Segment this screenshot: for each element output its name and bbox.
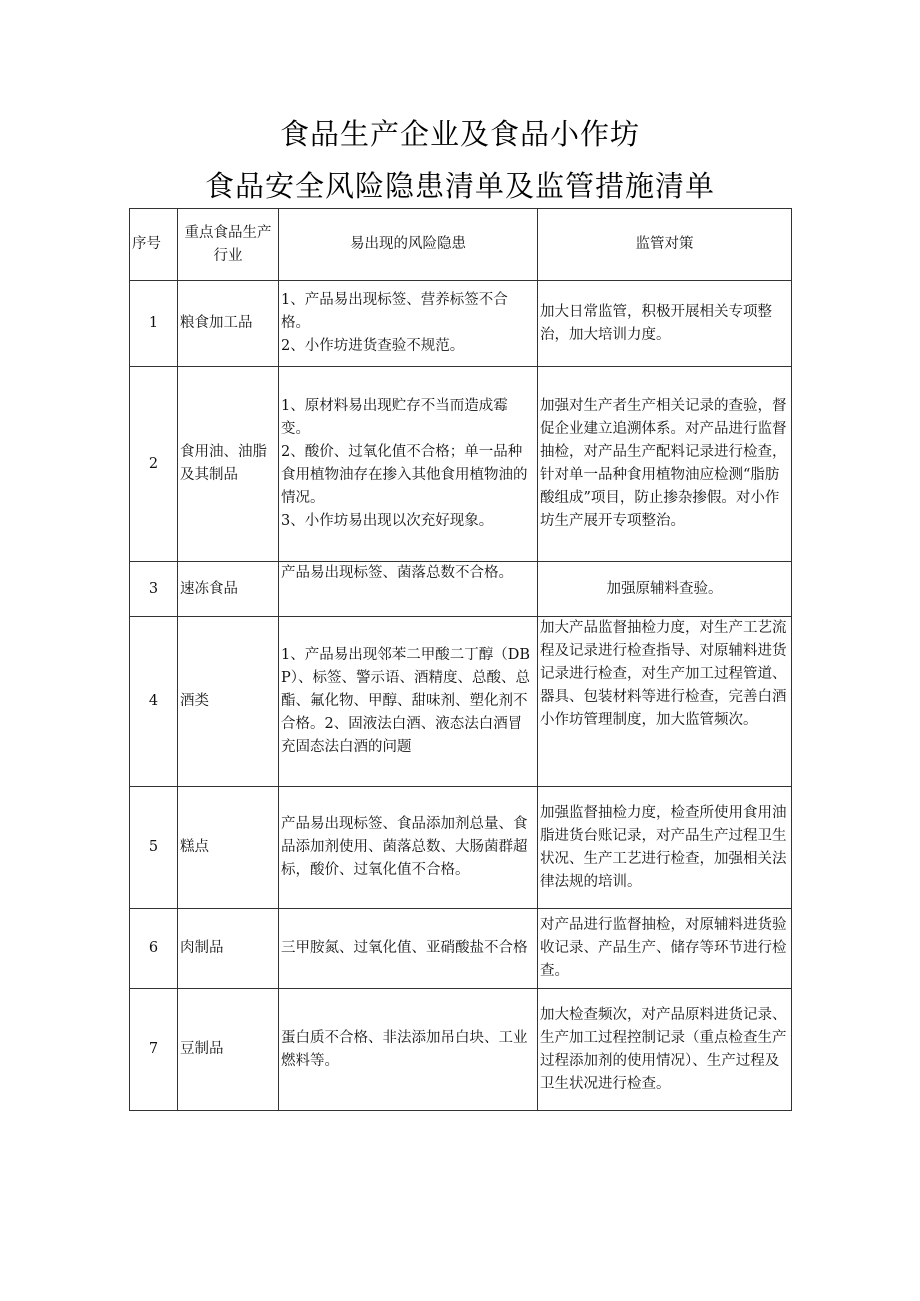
row-industry: 肉制品	[178, 909, 279, 989]
row-no: 5	[130, 787, 178, 909]
risk-item: 1、产品易出现邻苯二甲酸二丁醇（DBP）、标签、警示语、酒精度、总酸、总酯、氟化物、甲醇、甜味剂、塑化剂不合格。2、固液法白酒、液态法白酒冒充固态法白酒的问题	[281, 647, 531, 755]
row-no: 6	[130, 909, 178, 989]
risk-item: 3、小作坊易出现以次充好现象。	[281, 513, 494, 529]
header-no: 序号	[130, 209, 178, 281]
risk-item: 2、小作坊进货查验不规范。	[281, 338, 465, 354]
title-block	[0, 108, 920, 212]
header-industry: 重点食品生产行业	[178, 209, 279, 281]
row-no: 3	[130, 562, 178, 617]
row-no: 4	[130, 617, 178, 787]
row-no: 2	[130, 367, 178, 562]
risk-item: 1、产品易出现标签、营养标签不合格。	[281, 292, 508, 331]
row-measures: 加大产品监督抽检力度，对生产工艺流程及记录进行检查指导、对原辅料进货记录进行检查，对生产加工过程管道、器具、包装材料等进行检查，完善白酒小作坊管理制度，加大监管频次。	[538, 617, 792, 787]
row-industry: 速冻食品	[178, 562, 279, 617]
table-row	[130, 989, 792, 1111]
title-line-2: 食品安全风险隐患清单及监管措施清单	[204, 169, 715, 203]
row-measures: 加强监督抽检力度，检查所使用食用油脂进货台账记录，对产品生产过程卫生状况、生产工艺进行检查，加强相关法律法规的培训。	[538, 787, 792, 909]
title-line-1: 食品生产企业及食品小作坊	[279, 117, 640, 151]
risk-item: 2、酸价、过氧化值不合格；单一品种食用植物油存在掺入其他食用植物油的情况。	[281, 444, 528, 506]
row-risks	[279, 989, 538, 1111]
row-industry: 食用油、油脂及其制品	[178, 367, 279, 562]
row-no: 1	[130, 281, 178, 367]
row-risks	[279, 787, 538, 909]
risk-table	[129, 208, 792, 1111]
row-measures: 加强原辅料查验。	[538, 562, 792, 617]
header-measures: 监管对策	[538, 209, 792, 281]
row-risks	[279, 281, 538, 367]
table-row	[130, 562, 792, 617]
row-risks	[279, 617, 538, 787]
row-industry: 粮食加工品	[178, 281, 279, 367]
table-row	[130, 617, 792, 787]
risk-item: 三甲胺氮、过氧化值、亚硝酸盐不合格	[281, 940, 528, 956]
row-measures: 加大日常监管，积极开展相关专项整治，加大培训力度。	[538, 281, 792, 367]
risk-item: 产品易出现标签、食品添加剂总量、食品添加剂使用、菌落总数、大肠菌群超标，酸价、过氧化值不合格。	[281, 816, 528, 878]
header-risks: 易出现的风险隐患	[279, 209, 538, 281]
risk-item: 蛋白质不合格、非法添加吊白块、工业燃料等。	[281, 1029, 528, 1069]
risk-item: 1、原材料易出现贮存不当而造成霉变。	[281, 398, 508, 437]
row-industry: 豆制品	[178, 989, 279, 1111]
row-measures: 加强对生产者生产相关记录的查验，督促企业建立追溯体系。对产品进行监督抽检，对产品生产配料记录进行检查，针对单一品种食用植物油应检测“脂肪酸组成”项目，防止掺杂掺假。对小作坊生产展开专项整治。	[538, 367, 792, 562]
row-industry: 糕点	[178, 787, 279, 909]
row-measures: 对产品进行监督抽检，对原辅料进货验收记录、产品生产、储存等环节进行检查。	[538, 909, 792, 989]
row-measures: 加大检查频次，对产品原料进货记录、生产加工过程控制记录（重点检查生产过程添加剂的使用情况）、生产过程及卫生状况进行检查。	[538, 989, 792, 1111]
row-risks	[279, 562, 538, 617]
row-industry: 酒类	[178, 617, 279, 787]
table-row	[130, 787, 792, 909]
table-row	[130, 909, 792, 989]
header-row	[130, 209, 792, 281]
table-row	[130, 367, 792, 562]
row-risks	[279, 367, 538, 562]
row-risks	[279, 909, 538, 989]
row-no: 7	[130, 989, 178, 1111]
table-row	[130, 281, 792, 367]
risk-item: 产品易出现标签、菌落总数不合格。	[281, 565, 513, 581]
